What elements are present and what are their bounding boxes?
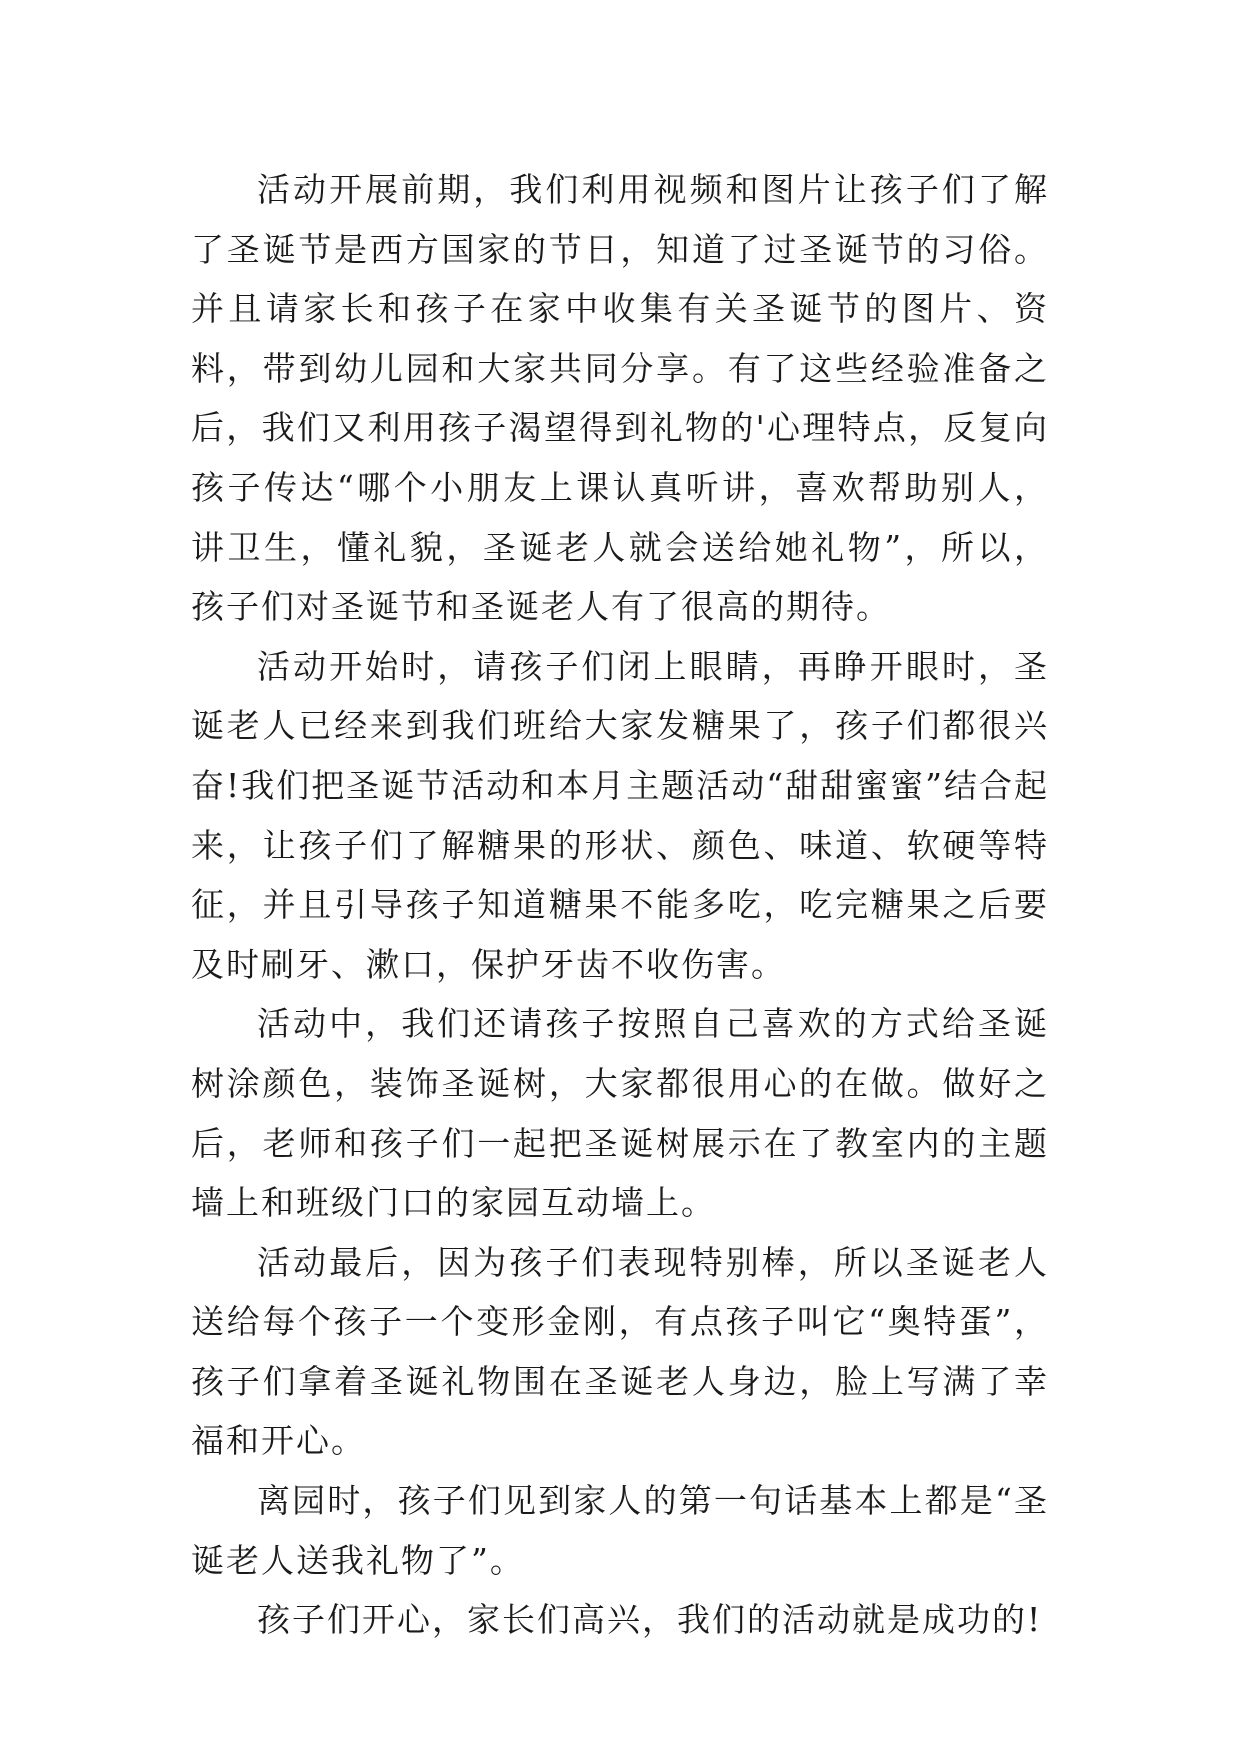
- paragraph-4: 活动最后，因为孩子们表现特别棒，所以圣诞老人送给每个孩子一个变形金刚，有点孩子叫它“奥特蛋”，孩子们拿着圣诞礼物围在圣诞老人身边，脸上写满了幸福和开心。: [191, 1242, 1049, 1461]
- paragraph-1: 活动开展前期，我们利用视频和图片让孩子们了解了圣诞节是西方国家的节日，知道了过圣诞节的习俗。并且请家长和孩子在家中收集有关圣诞节的图片、资料，带到幼儿园和大家共同分享。有了这些经验准备之后，我们又利用孩子渴望得到礼物的'心理特点，反复向孩子传达“哪个小朋友上课认真听讲，喜欢帮助别人，讲卫生，懂礼貌，圣诞老人就会送给她礼物”，所以，孩子们对圣诞节和圣诞老人有了很高的期待。: [191, 170, 1049, 627]
- paragraph-3: 活动中，我们还请孩子按照自己喜欢的方式给圣诞树涂颜色，装饰圣诞树，大家都很用心的在做。做好之后，老师和孩子们一起把圣诞树展示在了教室内的主题墙上和班级门口的家园互动墙上。: [191, 1004, 1049, 1223]
- document-body: [191, 160, 1049, 1650]
- paragraph-5: 离园时，孩子们见到家人的第一句话基本上都是“圣诞老人送我礼物了”。: [191, 1481, 1049, 1580]
- paragraph-6: 孩子们开心，家长们高兴，我们的活动就是成功的!: [257, 1600, 1043, 1640]
- paragraph-2: 活动开始时，请孩子们闭上眼睛，再睁开眼时，圣诞老人已经来到我们班给大家发糖果了，孩子们都很兴奋!我们把圣诞节活动和本月主题活动“甜甜蜜蜜”结合起来，让孩子们了解糖果的形状、颜色、味道、软硬等特征，并且引导孩子知道糖果不能多吃，吃完糖果之后要及时刷牙、漱口，保护牙齿不收伤害。: [191, 646, 1050, 984]
